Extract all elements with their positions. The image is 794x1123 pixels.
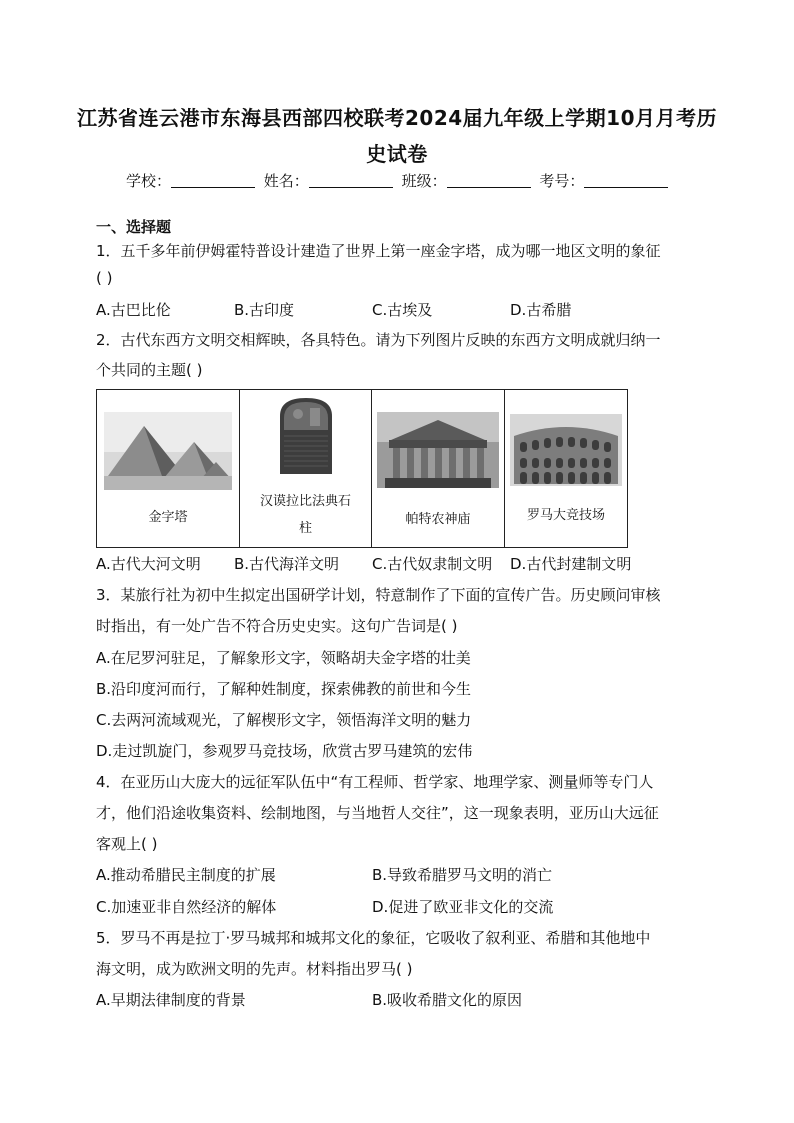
q4-stem-line3: 客观上( ): [96, 835, 158, 853]
q4-option-a: A.推动希腊民主制度的扩展: [96, 866, 276, 884]
colosseum-cell: [505, 390, 628, 548]
number-blank: [584, 173, 668, 188]
colosseum-image: [510, 414, 622, 486]
q1-option-c: C.古埃及: [372, 301, 433, 319]
parthenon-cell: [372, 390, 505, 548]
class-label: 班级：: [401, 172, 447, 190]
q5-stem-line2: 海文明，成为欧洲文明的先声。材料指出罗马( ): [96, 960, 413, 978]
q1-stem-line2: ( ): [96, 269, 113, 287]
q1-option-a: A.古巴比伦: [96, 301, 171, 319]
q4-stem-line1: 4．在亚历山大庞大的远征军队伍中“有工程师、哲学家、地理学家、测量师等专门人: [96, 773, 654, 791]
q2-option-c: C.古代奴隶制文明: [372, 555, 493, 573]
q3-option-b: B.沿印度河而行，了解种姓制度，探索佛教的前世和今生: [96, 680, 472, 698]
school-blank: [171, 173, 255, 188]
name-blank: [309, 173, 393, 188]
pyramid-image: [104, 412, 232, 490]
q2-option-d: D.古代封建制文明: [510, 555, 632, 573]
caption-pyramid: 金字塔: [148, 510, 188, 525]
caption-parthenon: 帕特农神庙: [405, 512, 471, 527]
caption-colosseum: 罗马大竞技场: [526, 508, 605, 523]
class-blank: [447, 173, 531, 188]
q2-image-table: [96, 389, 628, 548]
q1-option-d: D.古希腊: [510, 301, 572, 319]
hammurabi-cell: [240, 390, 372, 548]
exam-title-line1: 江苏省连云港市东海县西部四校联考2024届九年级上学期10月月考历: [77, 106, 717, 130]
student-info-row: [126, 170, 672, 191]
q3-stem-line1: 3．某旅行社为初中生拟定出国研学计划，特意制作了下面的宣传广告。历史顾问审核: [96, 586, 661, 604]
q5-option-a: A.早期法律制度的背景: [96, 991, 246, 1009]
caption-hammurabi-line1: 汉谟拉比法典石: [259, 494, 351, 509]
hammurabi-stele-image: [274, 396, 338, 476]
q4-option-d: D.促进了欧亚非文化的交流: [372, 898, 554, 916]
q3-option-c: C.去两河流域观光，了解楔形文字，领悟海洋文明的魅力: [96, 711, 472, 729]
q3-option-d: D.走过凯旋门，参观罗马竞技场，欣赏古罗马建筑的宏伟: [96, 742, 473, 760]
q2-stem-line1: 2．古代东西方文明交相辉映，各具特色。请为下列图片反映的东西方文明成就归纳一: [96, 331, 661, 349]
name-label: 姓名：: [263, 172, 309, 190]
school-label: 学校：: [126, 172, 172, 190]
caption-hammurabi-line2: 柱: [298, 521, 312, 536]
q5-option-b: B.吸收希腊文化的原因: [372, 991, 523, 1009]
q3-stem-line2: 时指出，有一处广告不符合历史史实。这句广告词是( ): [96, 617, 458, 635]
pyramid-cell: [97, 390, 240, 548]
q1-option-b: B.古印度: [234, 301, 295, 319]
q2-option-b: B.古代海洋文明: [234, 555, 340, 573]
q2-option-a: A.古代大河文明: [96, 555, 201, 573]
section-heading: 一、选择题: [96, 218, 172, 236]
q4-option-c: C.加速亚非自然经济的解体: [96, 898, 277, 916]
q4-option-b: B.导致希腊罗马文明的消亡: [372, 866, 553, 884]
q1-stem-line1: 1．五千多年前伊姆霍特普设计建造了世界上第一座金字塔，成为哪一地区文明的象征: [96, 242, 661, 260]
number-label: 考号：: [539, 172, 585, 190]
parthenon-image: [377, 412, 499, 488]
q5-stem-line1: 5．罗马不再是拉丁·罗马城邦和城邦文化的象征，它吸收了叙利亚、希腊和其他地中: [96, 929, 651, 947]
q3-option-a: A.在尼罗河驻足，了解象形文字，领略胡夫金字塔的壮美: [96, 649, 471, 667]
q2-stem-line2: 个共同的主题( ): [96, 361, 203, 379]
q4-stem-line2: 才，他们沿途收集资料、绘制地图，与当地哲人交往”，这一现象表明，亚历山大远征: [96, 804, 659, 822]
exam-title-line2: 史试卷: [366, 142, 428, 166]
